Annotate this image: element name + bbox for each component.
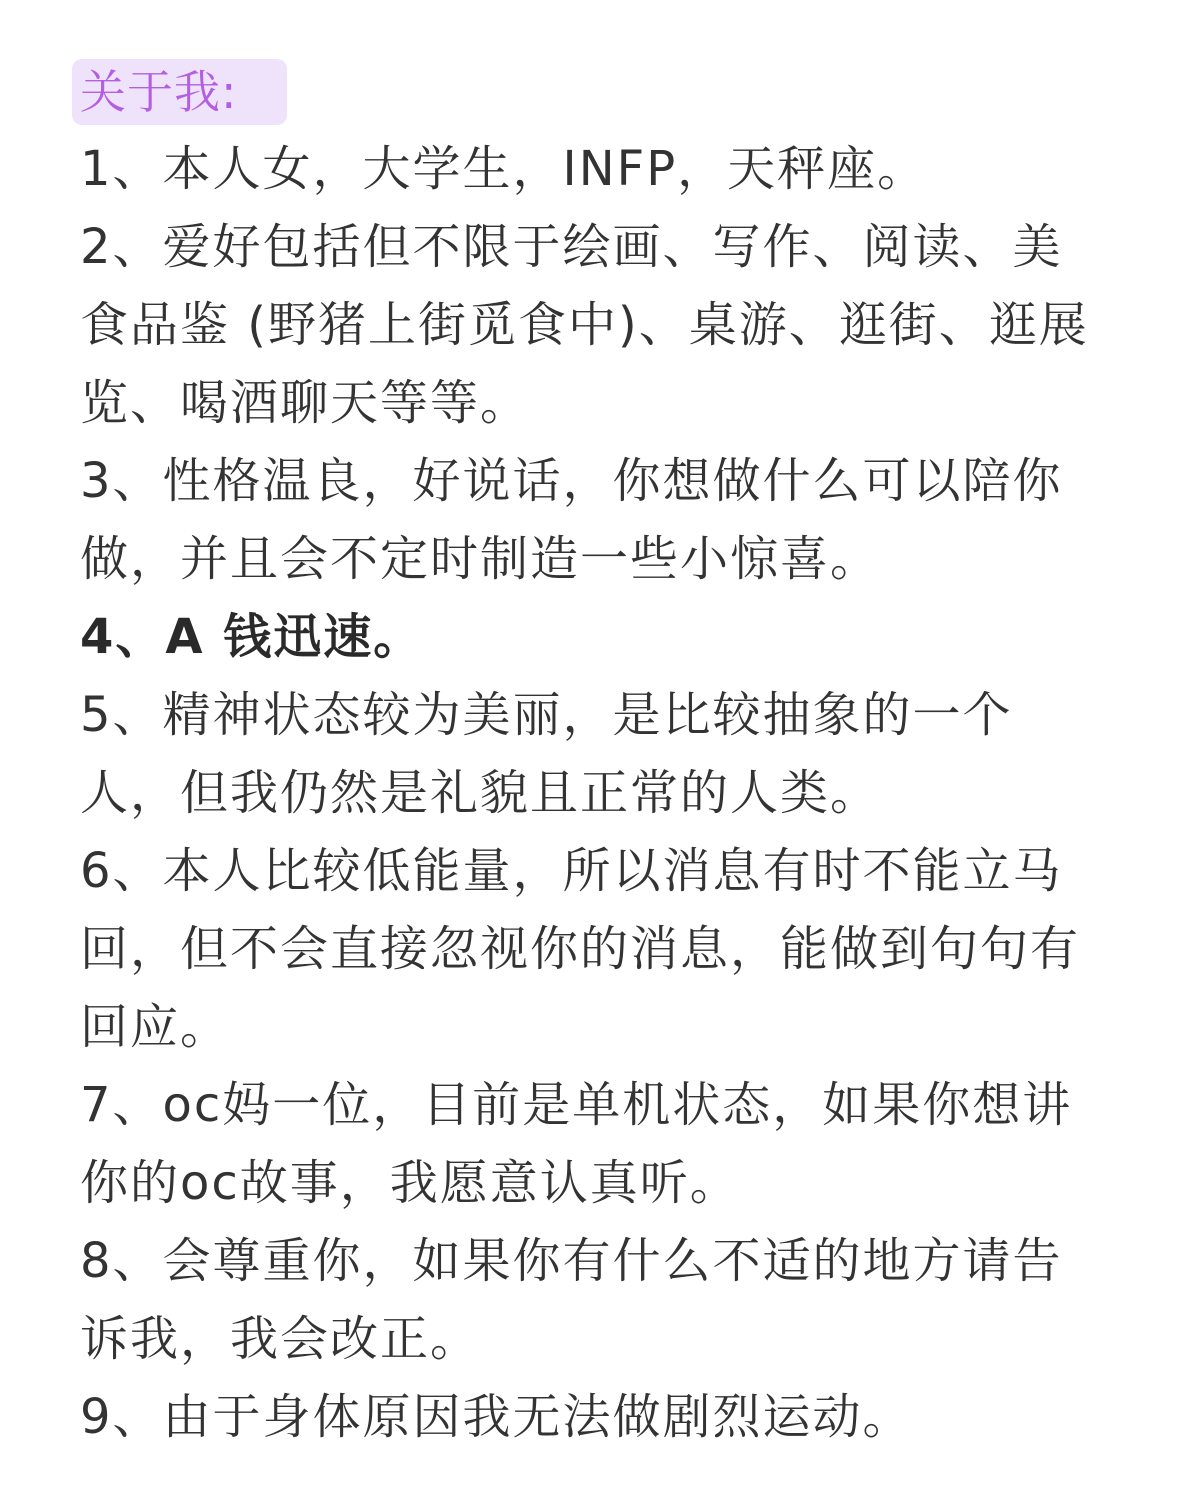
text-line-3: 食品鉴 (野猪上街觅食中)、桌游、逛街、逛展 xyxy=(80,297,1089,353)
text-line-13: 7、oc妈一位，目前是单机状态，如果你想讲 xyxy=(80,1077,1073,1133)
text-line-8: 5、精神状态较为美丽，是比较抽象的一个 xyxy=(80,687,1013,743)
text-line-5: 3、性格温良，好说话，你想做什么可以陪你 xyxy=(80,453,1063,509)
text-line-9: 人，但我仍然是礼貌且正常的人类。 xyxy=(80,765,881,821)
text-line-10: 6、本人比较低能量，所以消息有时不能立马 xyxy=(80,843,1063,899)
text-line-17: 9、由于身体原因我无法做剧烈运动。 xyxy=(80,1389,913,1445)
text-line-12: 回应。 xyxy=(80,999,231,1055)
text-line-16: 诉我，我会改正。 xyxy=(80,1311,481,1367)
text-line-2: 2、爱好包括但不限于绘画、写作、阅读、美 xyxy=(80,219,1063,275)
heading-title: 关于我: xyxy=(80,65,238,119)
text-line-7-bold: 4、A 钱迅速。 xyxy=(80,609,424,665)
text-line-4: 览、喝酒聊天等等。 xyxy=(80,375,531,431)
text-line-1: 1、本人女，大学生，INFP，天秤座。 xyxy=(80,141,928,197)
text-line-6: 做，并且会不定时制造一些小惊喜。 xyxy=(80,531,881,587)
text-line-14: 你的oc故事，我愿意认真听。 xyxy=(80,1155,740,1211)
text-line-15: 8、会尊重你，如果你有什么不适的地方请告 xyxy=(80,1233,1063,1289)
text-line-11: 回，但不会直接忽视你的消息，能做到句句有 xyxy=(80,921,1081,977)
